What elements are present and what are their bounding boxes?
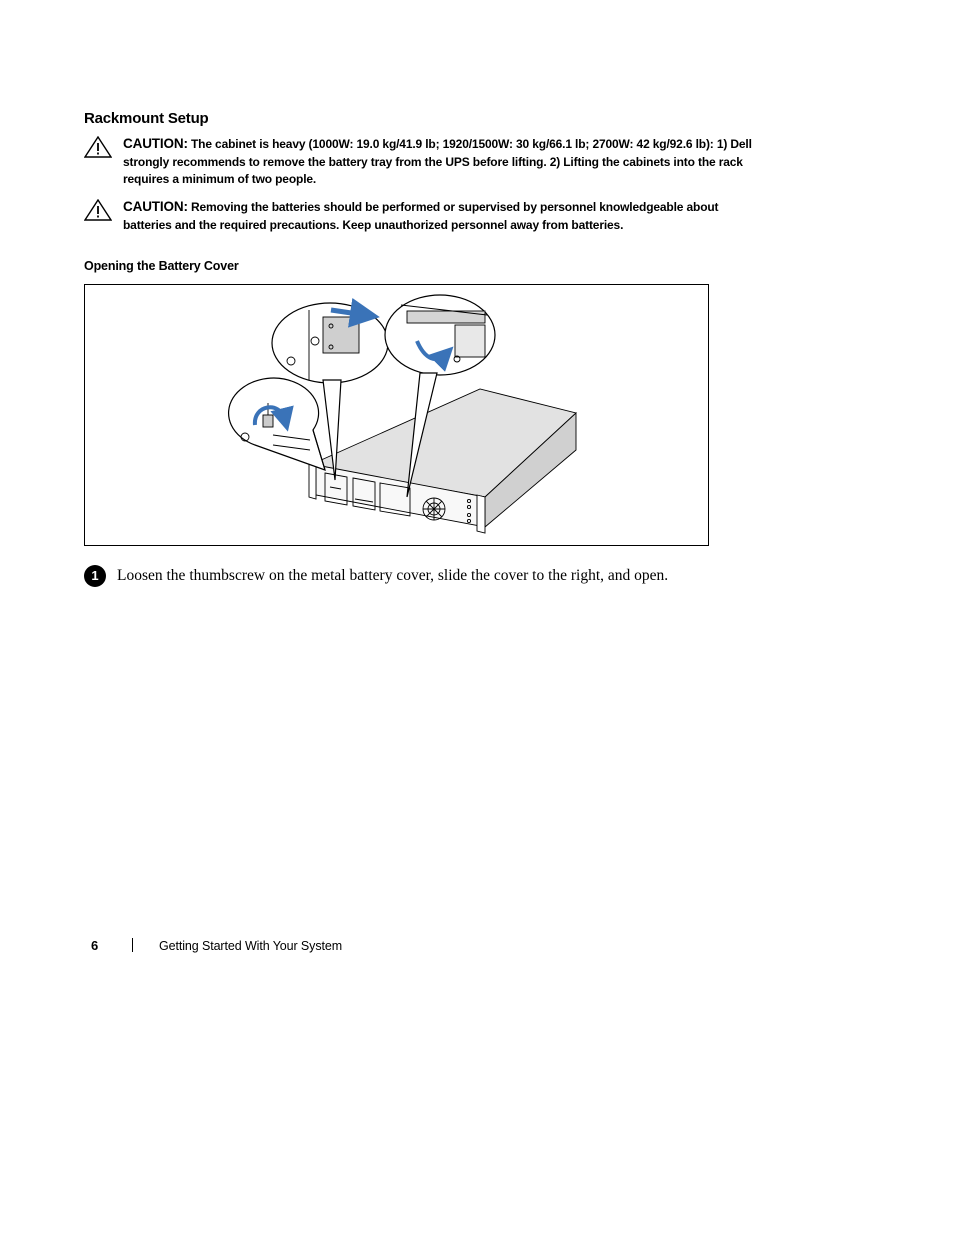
step-1 bbox=[84, 565, 784, 587]
warning-triangle-icon bbox=[84, 136, 112, 158]
figure-title: Opening the Battery Cover bbox=[84, 259, 239, 273]
caution-body: The cabinet is heavy (1000W: 19.0 kg/41.9 lb; 1920/1500W: 30 kg/66.1 lb; 2700W: 42 kg/92.6 lb): 1) Dell strongly recommends to remove the battery tray from the UPS before lifting. 2) Lifting the cabinets into the rack requires a minimum of two people. bbox=[123, 137, 752, 186]
page-number: 6 bbox=[91, 938, 99, 953]
footer-doc-title: Getting Started With Your System bbox=[159, 939, 343, 953]
callout-thumbscrew bbox=[229, 378, 325, 470]
caution-batteries bbox=[84, 198, 764, 234]
caution-label: CAUTION: bbox=[123, 199, 188, 214]
caution-body: Removing the batteries should be performed or supervised by personnel knowledgeable about batteries and the required precautions. Keep unauthorized personnel away from batteries. bbox=[123, 200, 719, 232]
section-title: Rackmount Setup bbox=[84, 110, 209, 127]
ups-illustration bbox=[85, 285, 708, 545]
footer-divider bbox=[132, 938, 133, 952]
step-text: Loosen the thumbscrew on the metal battery cover, slide the cover to the right, and open. bbox=[117, 567, 669, 584]
caution-weight bbox=[84, 135, 764, 187]
step-number-badge: 1 bbox=[84, 565, 106, 587]
caution-label: CAUTION: bbox=[123, 136, 188, 151]
warning-triangle-icon bbox=[84, 199, 112, 221]
caution-text bbox=[123, 135, 763, 189]
caution-text bbox=[123, 198, 763, 234]
ups-unit bbox=[309, 389, 576, 533]
battery-cover-figure bbox=[84, 284, 709, 546]
